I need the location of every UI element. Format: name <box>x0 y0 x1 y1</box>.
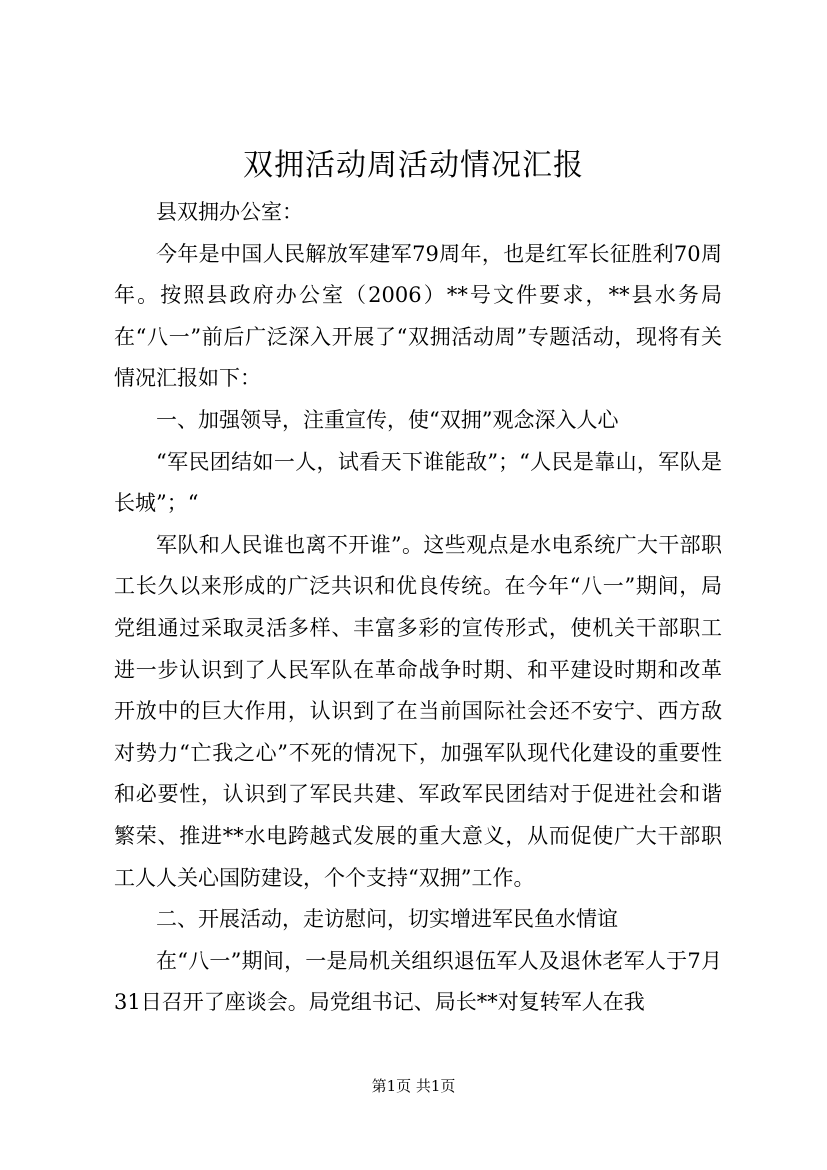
document-title: 双拥活动周活动情况汇报 <box>243 148 584 183</box>
section-heading-2: 二、开展活动，走访慰问，切实增进军民鱼水情谊 <box>156 907 618 932</box>
document-body <box>114 192 722 1024</box>
section-heading-1: 一、加强领导，注重宣传，使“双拥”观念深入人心 <box>156 407 619 432</box>
section-1-body-paragraph: 军队和人民谁也离不开谁”。这些观点是水电系统广大干部职工长久以来形成的广泛共识和优良传统。在今年“八一”期间，局党组通过采取灵活多样、丰富多彩的宣传形式，使机关干部职工进一步认识到了人民军队在革命战争时期、和平建设时期和改革开放中的巨大作用，认识到了在当前国际社会还不安宁、西方敌对势力“亡我之心”不死的情况下，加强军队现代化建设的重要性和必要性，认识到了军民共建、军政军民团结对于促进社会和谐繁荣、推进**水电跨越式发展的重大意义，从而促使广大干部职工人人关心国防建设，个个支持“双拥”工作。 <box>114 532 722 890</box>
section-2-body-paragraph: 在“八一”期间，一是局机关组织退伍军人及退休老军人于7月31日召开了座谈会。局党组书记、局长**对复转军人在我 <box>114 948 722 1015</box>
slogan-paragraph: “军民团结如一人，试看天下谁能敌”；“人民是靠山，军队是长城”；“ <box>114 449 722 516</box>
intro-paragraph: 今年是中国人民解放军建军79周年，也是红军长征胜利70周年。按照县政府办公室（2006）**号文件要求，**县水务局在“八一”前后广泛深入开展了“双拥活动周”专题活动，现将有关情况汇报如下： <box>114 241 722 391</box>
salutation-paragraph: 县双拥办公室： <box>156 200 303 224</box>
page-number-footer: 第1页 共1页 <box>371 1077 456 1095</box>
